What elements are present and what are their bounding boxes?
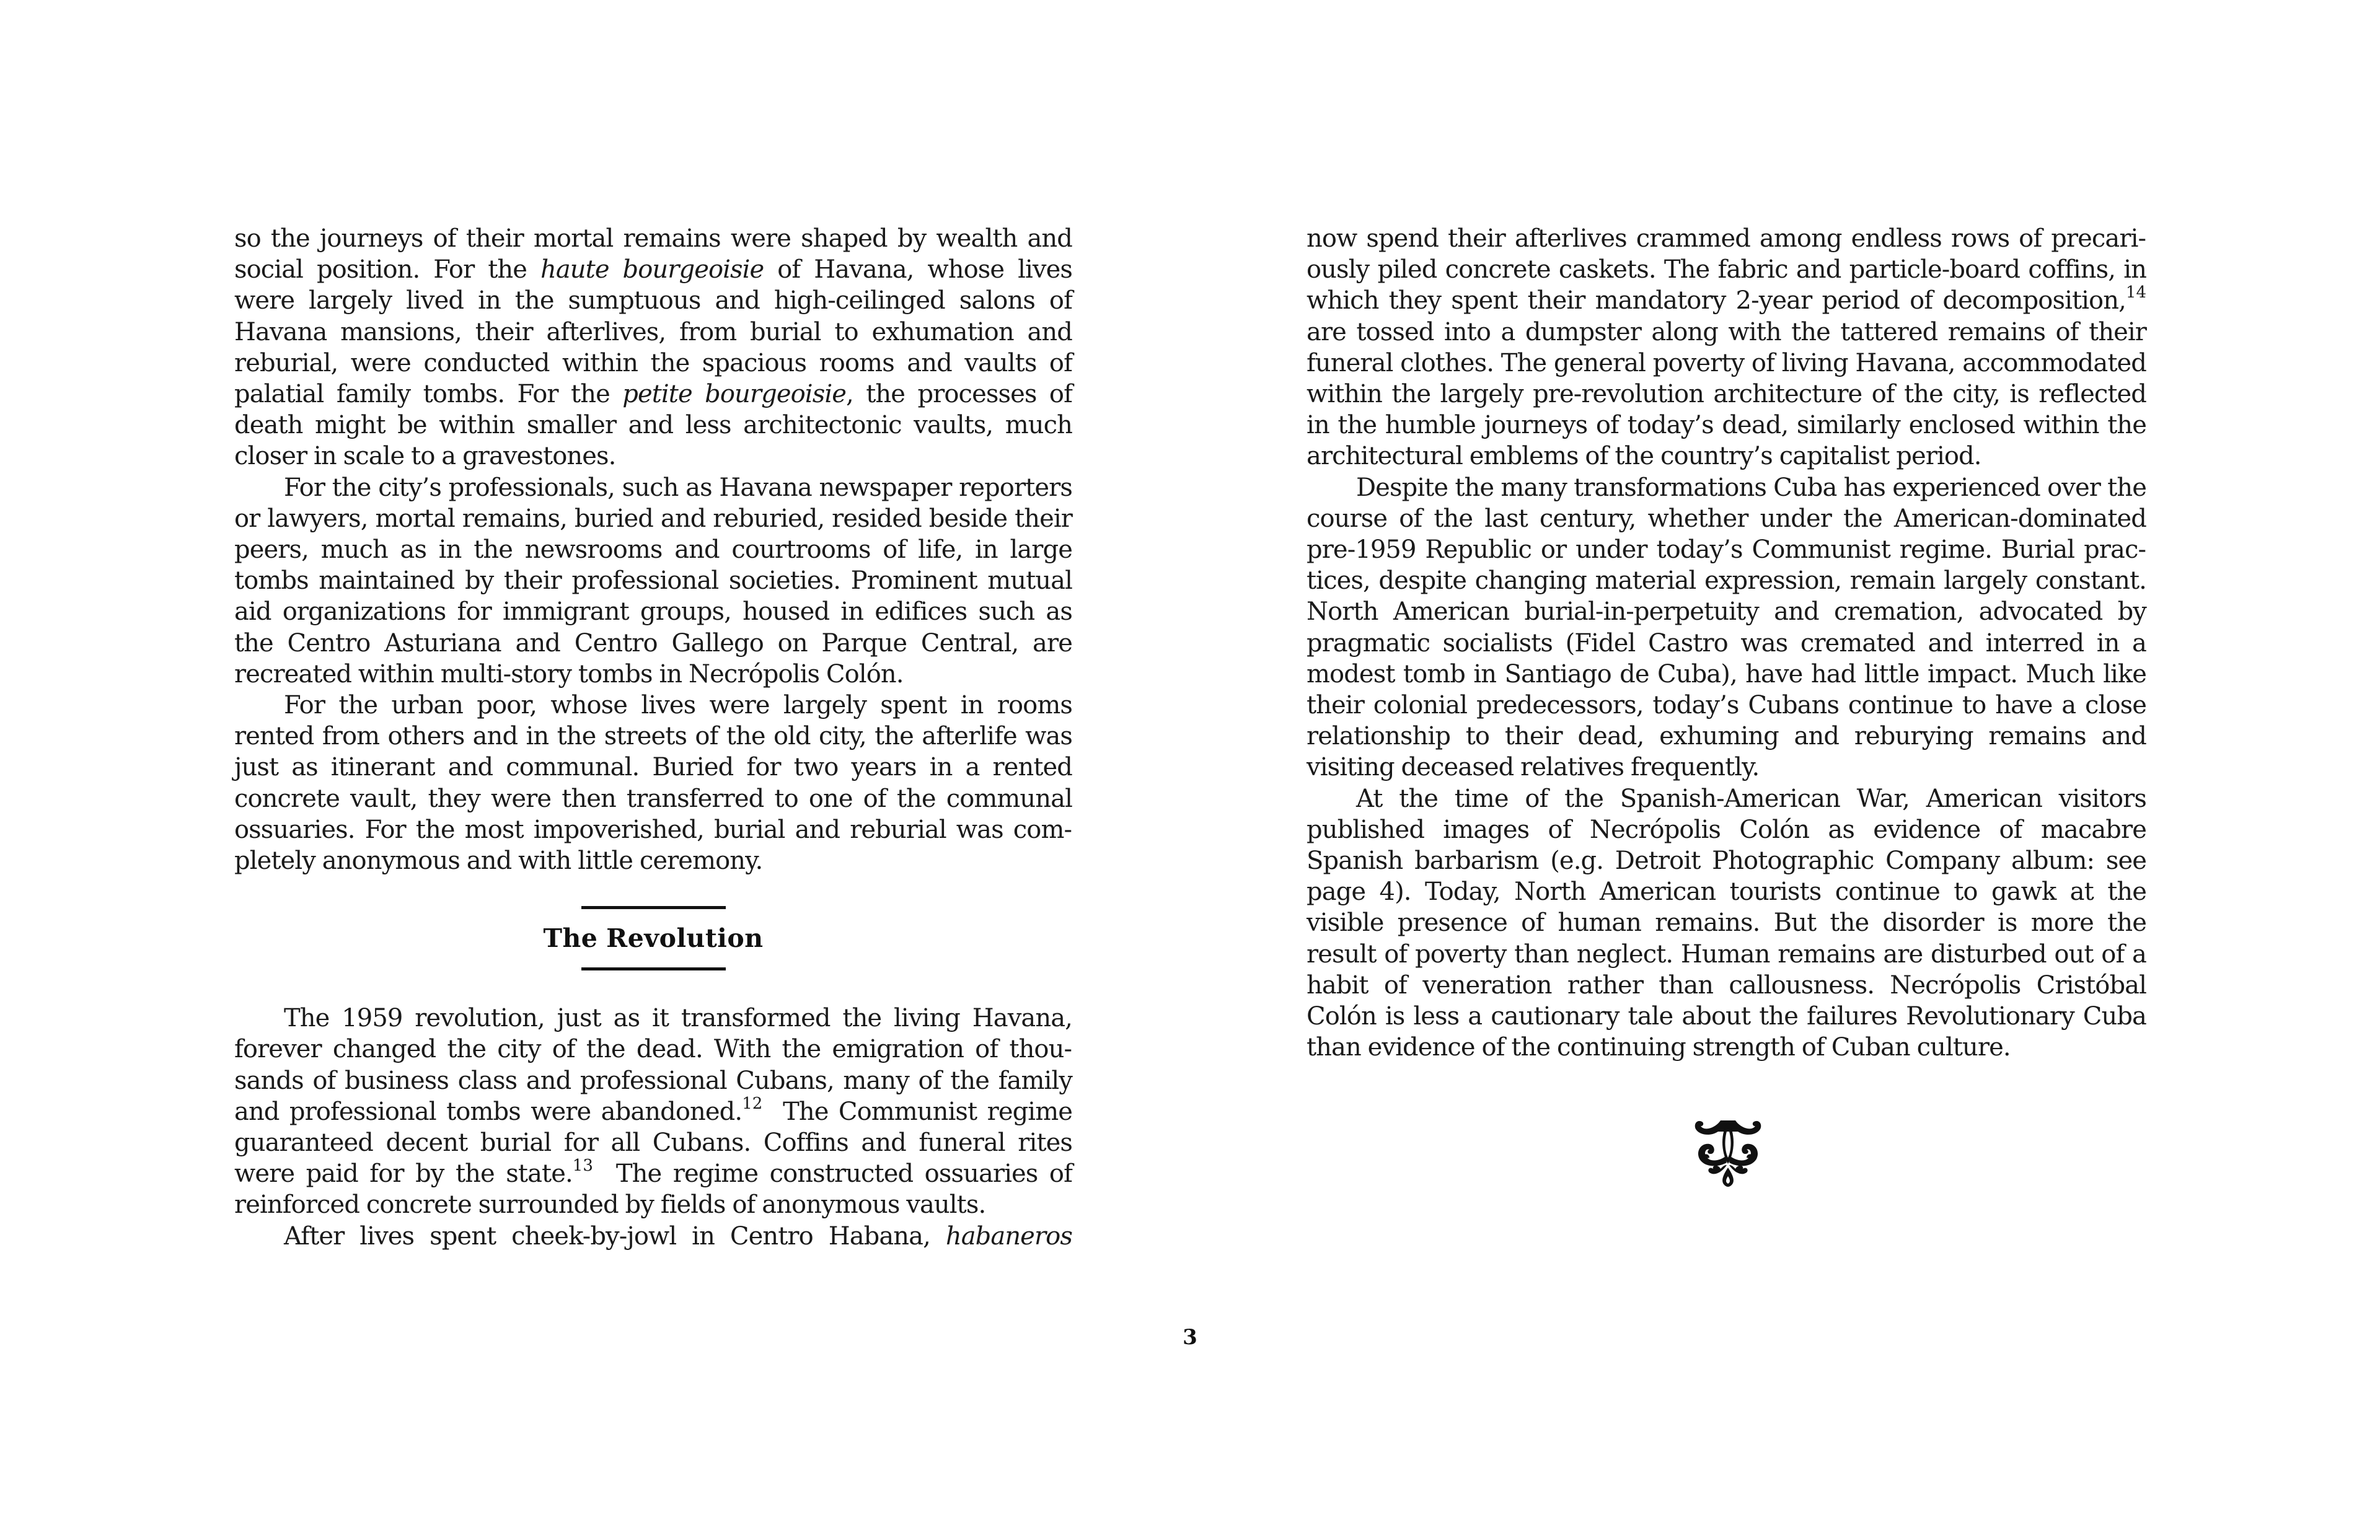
- text-run: The 1959 revolution, just as it transformed the living Havana, forever changed the city of the dead. With the emigration of thousands of business class and professional Cubans, many of the family and professional tombs were abandoned.: [234, 1004, 1072, 1126]
- footnote-reference: 14: [2125, 283, 2146, 302]
- text-run: The regime constructed ossuaries of reinforced concrete surrounded by fields of anonymous vaults.: [234, 1159, 1072, 1220]
- text-run: The Communist regime guaranteed decent burial for all Cubans. Coffins and funeral rites were paid for by the state.: [234, 1097, 1073, 1189]
- text-run: At the time of the Spanish-American War, American visitors published images of Necrópolis Colón as evidence of macabre Spanish barbarism (e.g. Detroit Photographic Company album: see page 4). Today, North American tourists continue to gawk at the visible presence of human remains. But the disorder is more the result of poverty than neglect. Human remains are disturbed out of a habit of veneration rather than callousness. Necrópolis Cristóbal Colón is less a cautionary tale about the failures Revolutionary Cuba than evidence of the continuing strength of Cuban culture.: [1307, 784, 2146, 1062]
- left-body-text: [234, 223, 1072, 876]
- left-column: [234, 223, 1072, 1252]
- heading-rule-top: [581, 906, 726, 909]
- fleuron-ornament-icon: [1691, 1115, 1765, 1189]
- text-run: After lives spent cheek-by-jowl in Centro Habana,: [284, 1221, 946, 1251]
- paragraph: [1307, 472, 2146, 783]
- paragraph: [1307, 783, 2146, 1063]
- right-column: [1307, 223, 2146, 1063]
- text-run: now spend their afterlives crammed among endless rows of precariously piled concrete caskets. The fabric and particle-board coffins, in which they spent their mandatory 2-year period of decomposition,: [1307, 224, 2146, 315]
- section-heading: The Revolution: [543, 923, 764, 954]
- paragraph: [234, 223, 1072, 472]
- text-run: Despite the many transformations Cuba has experienced over the course of the last century, whether under the American-dominated pre-1959 Republic or under today’s Communist regime. Burial practices, despite changing material expression, remain largely constant. North American burial-in-perpetuity and cremation, advocated by pragmatic socialists (Fidel Castro was cremated and interred in a modest tomb in Santiago de Cuba), have had little impact. Much like their colonial predecessors, today’s Cubans continue to have a close relationship to their dead, exhuming and reburying remains and visiting deceased relatives frequently.: [1307, 473, 2146, 782]
- text-run: For the city’s professionals, such as Havana newspaper reporters or lawyers, mortal remains, buried and reburied, resided beside their peers, much as in the newsrooms and courtrooms of life, in large tombs maintained by their professional societies. Prominent mutual aid organizations for immigrant groups, housed in edifices such as the Centro Asturiana and Centro Gallego on Parque Central, are recreated within multi-story tombs in Necrópolis Colón.: [234, 473, 1072, 689]
- paragraph: [1307, 223, 2146, 472]
- right-body-text: [1307, 223, 2146, 1063]
- italic-term: habaneros: [945, 1221, 1072, 1251]
- italic-term: haute bourgeoisie: [540, 255, 764, 284]
- heading-rule-bottom: [581, 967, 726, 970]
- section-heading-block: [234, 876, 1072, 1003]
- paragraph: [234, 1221, 1072, 1252]
- paragraph: [234, 1003, 1072, 1220]
- text-run: are tossed into a dumpster along with the tattered remains of their funeral clothes. The general poverty of living Havana, accommodated within the largely pre-revolution architecture of the city, is reflected in the humble journeys of today’s dead, similarly enclosed within the architectural emblems of the country’s capitalist period.: [1307, 317, 2146, 471]
- text-run: of Havana, whose lives were largely lived in the sumptuous and high-ceilinged salons of Havana mansions, their afterlives, from burial to exhumation and reburial, were conducted within the spacious rooms and vaults of palatial family tombs. For the: [234, 255, 1072, 409]
- footnote-reference: 13: [572, 1156, 593, 1175]
- text-run: For the urban poor, whose lives were largely spent in rooms rented from others and in the streets of the old city, the afterlife was just as itinerant and communal. Buried for two years in a rented concrete vault, they were then transferred to one of the communal ossuaries. For the most impoverished, burial and reburial was completely anonymous and with little ceremony.: [234, 691, 1072, 876]
- section-body-text: [234, 1003, 1072, 1252]
- text-run: , the processes of death might be within smaller and less architectonic vaults, much closer in scale to a gravestones.: [234, 380, 1072, 471]
- text-run: so the journeys of their mortal remains were shaped by wealth and social position. For the: [234, 224, 1072, 284]
- paragraph: [234, 472, 1072, 690]
- footnote-reference: 12: [742, 1094, 763, 1113]
- page-number: 3: [1183, 1325, 1197, 1350]
- italic-term: petite bourgeoisie: [622, 380, 846, 409]
- paragraph: [234, 690, 1072, 876]
